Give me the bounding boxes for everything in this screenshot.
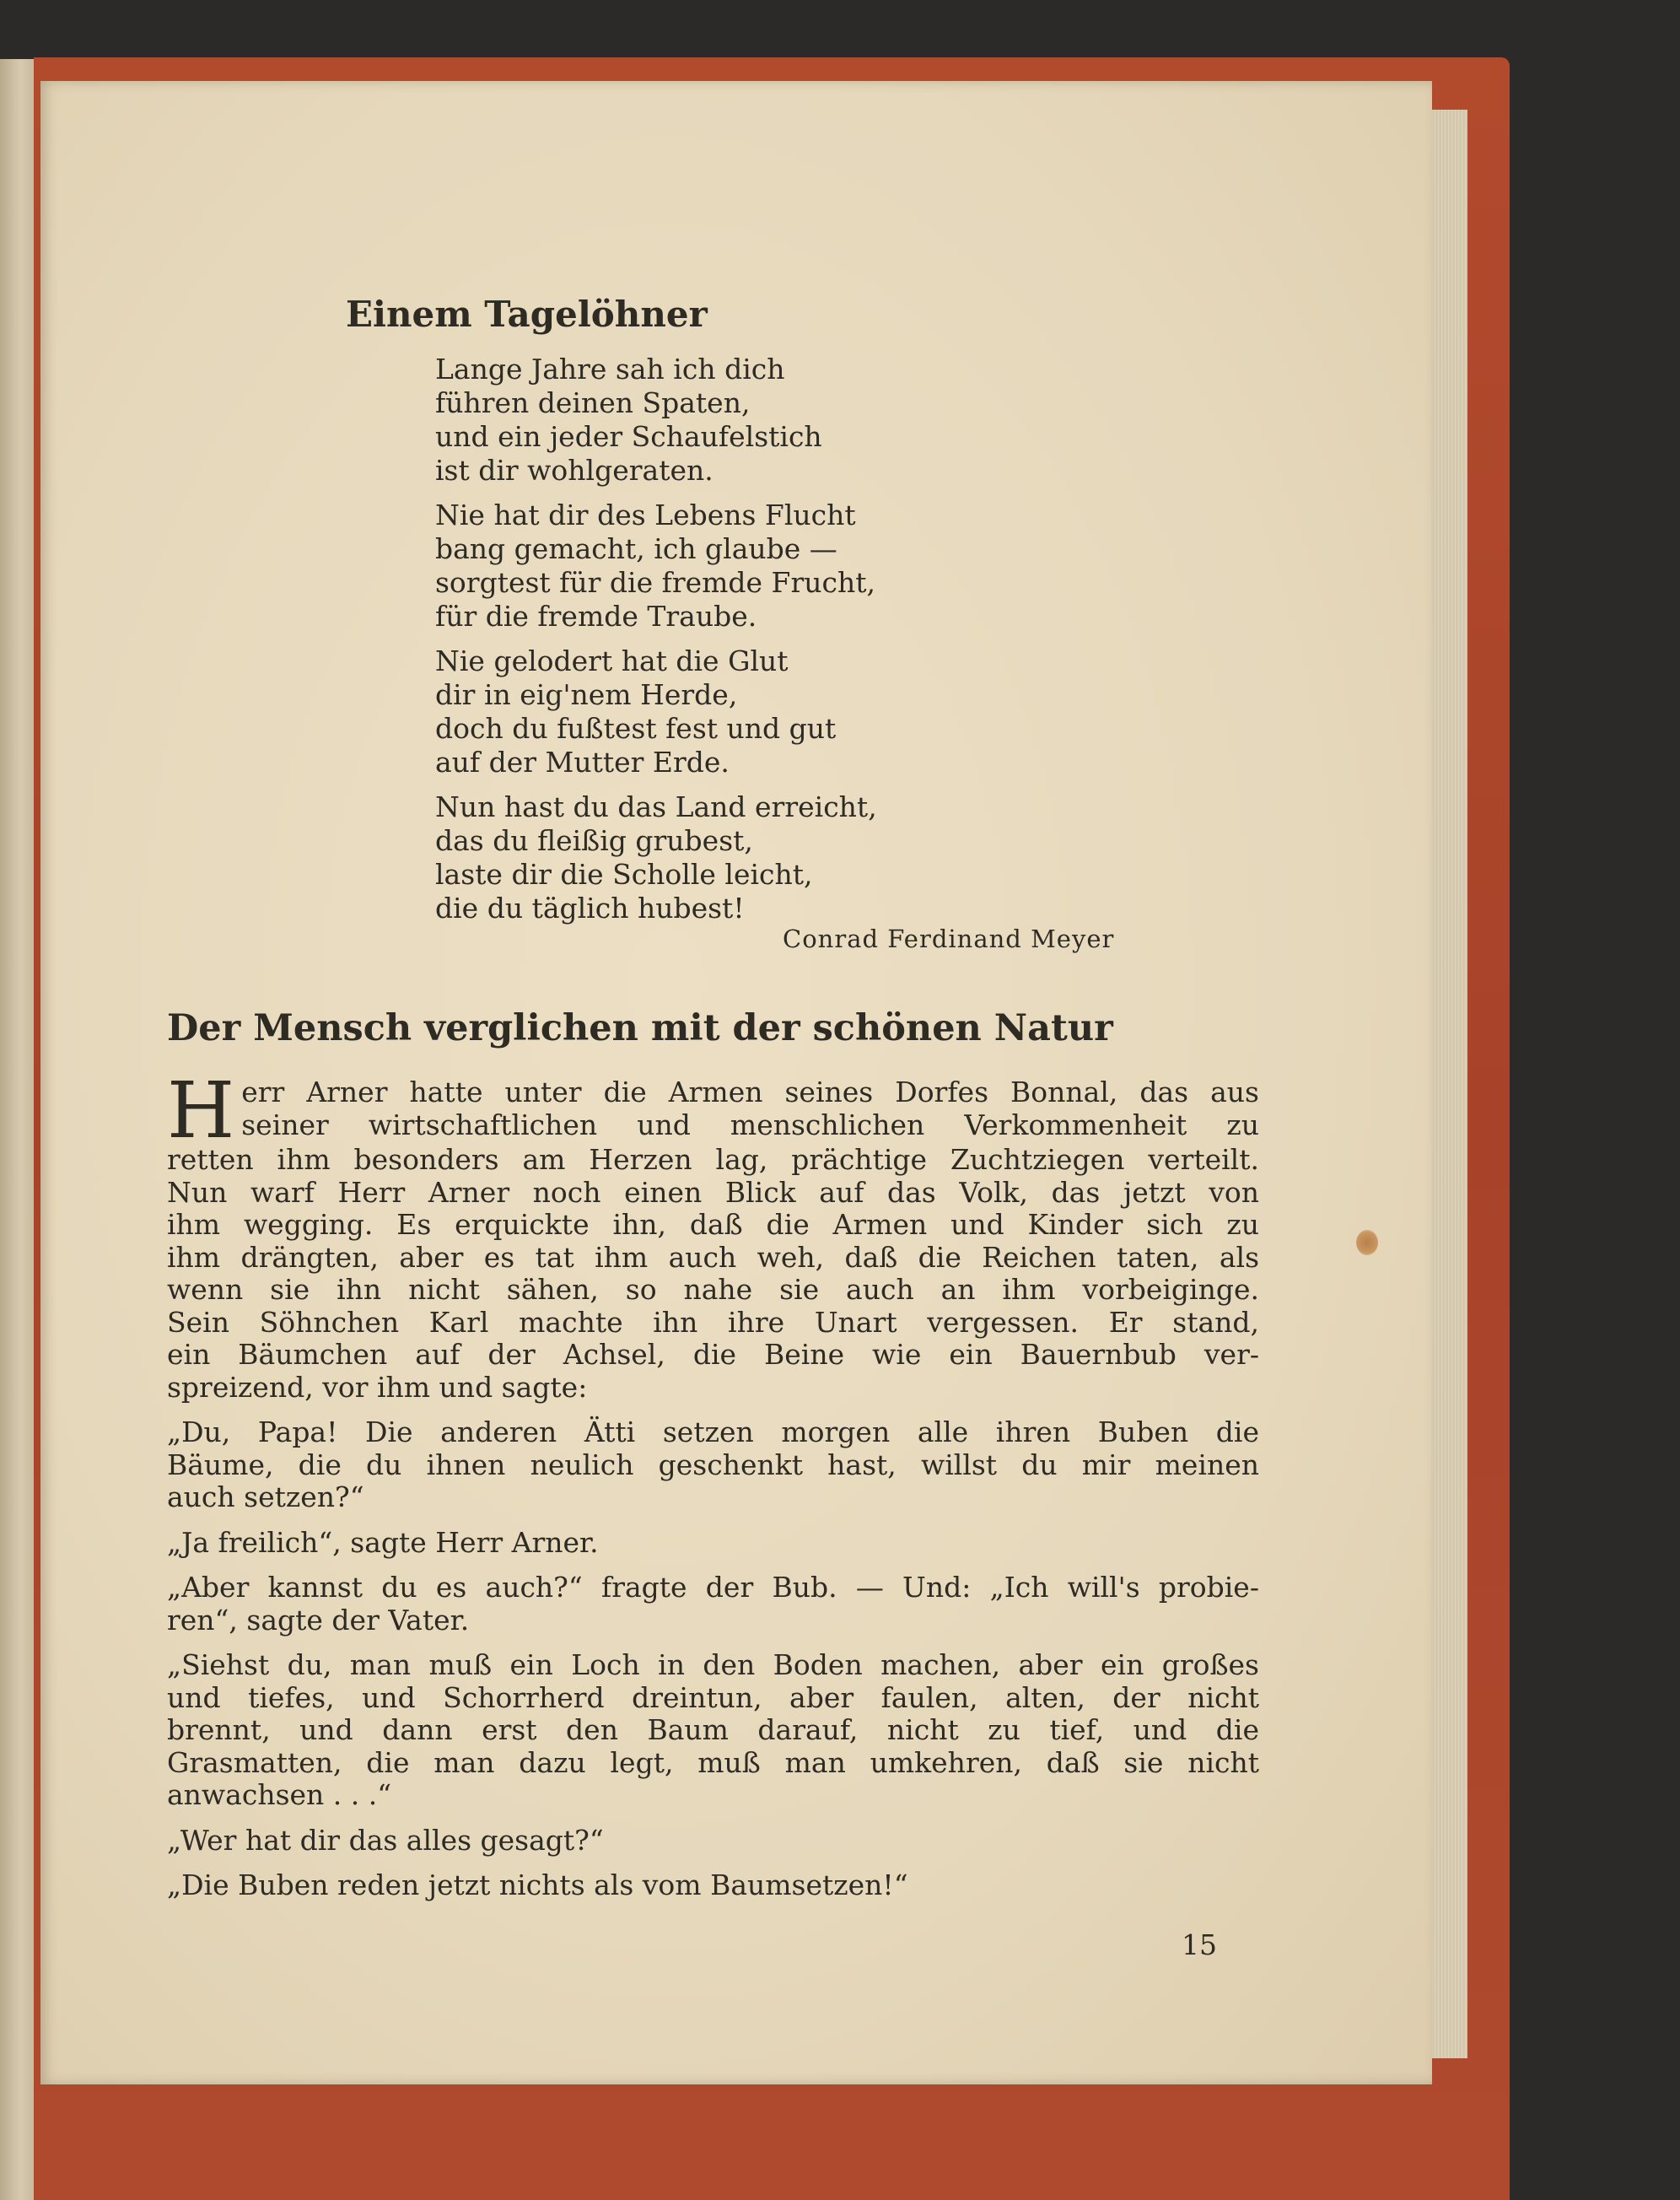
story-paragraph [167, 1572, 1259, 1637]
poem-title: Einem Tagelöhner [346, 294, 708, 335]
poem-stanza [435, 644, 877, 779]
story-line: seiner wirtschaftlichen und menschlichen Verkommenheit zu [241, 1108, 1259, 1141]
poem-line: bang gemacht, ich glaube — [435, 532, 837, 565]
dropcap-lines [241, 1076, 1259, 1141]
story-paragraph-1 [167, 1065, 1259, 1404]
story-line: „Wer hat dir das alles gesagt?“ [167, 1823, 604, 1857]
story-line: Bäume, die du ihnen neulich geschenkt hast, willst du mir meinen [167, 1448, 1259, 1481]
story-line: spreizend, vor ihm und sagte: [167, 1370, 588, 1404]
poem-line: laste dir die Scholle leicht, [435, 858, 813, 891]
poem-line: Nie hat dir des Lebens Flucht [435, 499, 856, 531]
poem-line: Nie gelodert hat die Glut [435, 644, 789, 677]
story-line: auch setzen?“ [167, 1480, 364, 1513]
story-line: brennt, und dann erst den Baum darauf, nicht zu tief, und die [167, 1713, 1259, 1746]
stain-mark [1356, 1230, 1378, 1255]
story-line: ren“, sagte der Vater. [167, 1603, 470, 1637]
left-page-edge [0, 59, 34, 2200]
story-line: Sein Söhnchen Karl machte ihn ihre Unart vergessen. Er stand, [167, 1305, 1259, 1339]
poem-author: Conrad Ferdinand Meyer [783, 925, 1115, 953]
story-line: err Arner hatte unter die Armen seines Dorfes Bonnal, das aus [241, 1076, 1259, 1108]
story-title: Der Mensch verglichen mit der schönen Natur [167, 1007, 1113, 1049]
poem-stanza [435, 353, 877, 488]
poem-body [435, 353, 877, 936]
story-line: wenn sie ihn nicht sähen, so nahe sie auch an ihm vorbeiginge. [167, 1273, 1259, 1306]
dropcap-block [167, 1065, 1259, 1156]
poem-line: auf der Mutter Erde. [435, 746, 730, 779]
story-line: Grasmatten, die man dazu legt, muß man umkehren, daß sie nicht [167, 1745, 1259, 1779]
story-line: „Du, Papa! Die anderen Ätti setzen morgen alle ihren Buben die [167, 1415, 1259, 1448]
poem-line: ist dir wohlgeraten. [435, 454, 713, 487]
story-line: „Siehst du, man muß ein Loch in den Boden machen, aber ein großes [167, 1648, 1259, 1681]
poem-line: führen deinen Spaten, [435, 386, 751, 419]
story-line: retten ihm besonders am Herzen lag, prächtige Zuchtziegen verteilt. [167, 1143, 1259, 1176]
story-line: und tiefes, und Schorrherd dreintun, aber faulen, alten, der nicht [167, 1680, 1259, 1714]
story-line: „Aber kannst du es auch?“ fragte der Bub. — Und: „Ich will's probie- [167, 1571, 1259, 1604]
poem-stanza [435, 499, 877, 634]
drop-cap: H [167, 1065, 235, 1156]
poem-line: dir in eig'nem Herde, [435, 678, 738, 711]
poem-stanza [435, 790, 877, 925]
story-paragraph [167, 1527, 1259, 1560]
book-page [40, 81, 1432, 2084]
story-paragraph [167, 1649, 1259, 1812]
poem-line: sorgtest für die fremde Frucht, [435, 566, 875, 599]
poem-line: für die fremde Traube. [435, 600, 757, 633]
story-line: Nun warf Herr Arner noch einen Blick auf das Volk, das jetzt von [167, 1175, 1259, 1209]
story-line: „Die Buben reden jetzt nichts als vom Baumsetzen!“ [167, 1868, 908, 1901]
story-paragraph [167, 1869, 1259, 1902]
story-line: ihm drängten, aber es tat ihm auch weh, daß die Reichen taten, als [167, 1240, 1259, 1274]
poem-line: und ein jeder Schaufelstich [435, 420, 822, 453]
story-line: „Ja freilich“, sagte Herr Arner. [167, 1525, 599, 1559]
story-paragraph [167, 1416, 1259, 1514]
poem-line: doch du fußtest fest und gut [435, 712, 837, 745]
story-body [167, 1065, 1259, 1915]
poem-line: Nun hast du das Land erreicht, [435, 790, 877, 823]
poem-line: das du fleißig grubest, [435, 824, 753, 857]
story-line: ihm wegging. Es erquickte ihn, daß die Armen und Kinder sich zu [167, 1208, 1259, 1241]
poem-line: Lange Jahre sah ich dich [435, 353, 785, 386]
page-number: 15 [1182, 1928, 1217, 1961]
story-line: anwachsen . . .“ [167, 1778, 392, 1811]
poem-line: die du täglich hubest! [435, 892, 745, 925]
story-line: ein Bäumchen auf der Achsel, die Beine wie ein Bauernbub ver- [167, 1338, 1259, 1371]
story-paragraph [167, 1825, 1259, 1858]
